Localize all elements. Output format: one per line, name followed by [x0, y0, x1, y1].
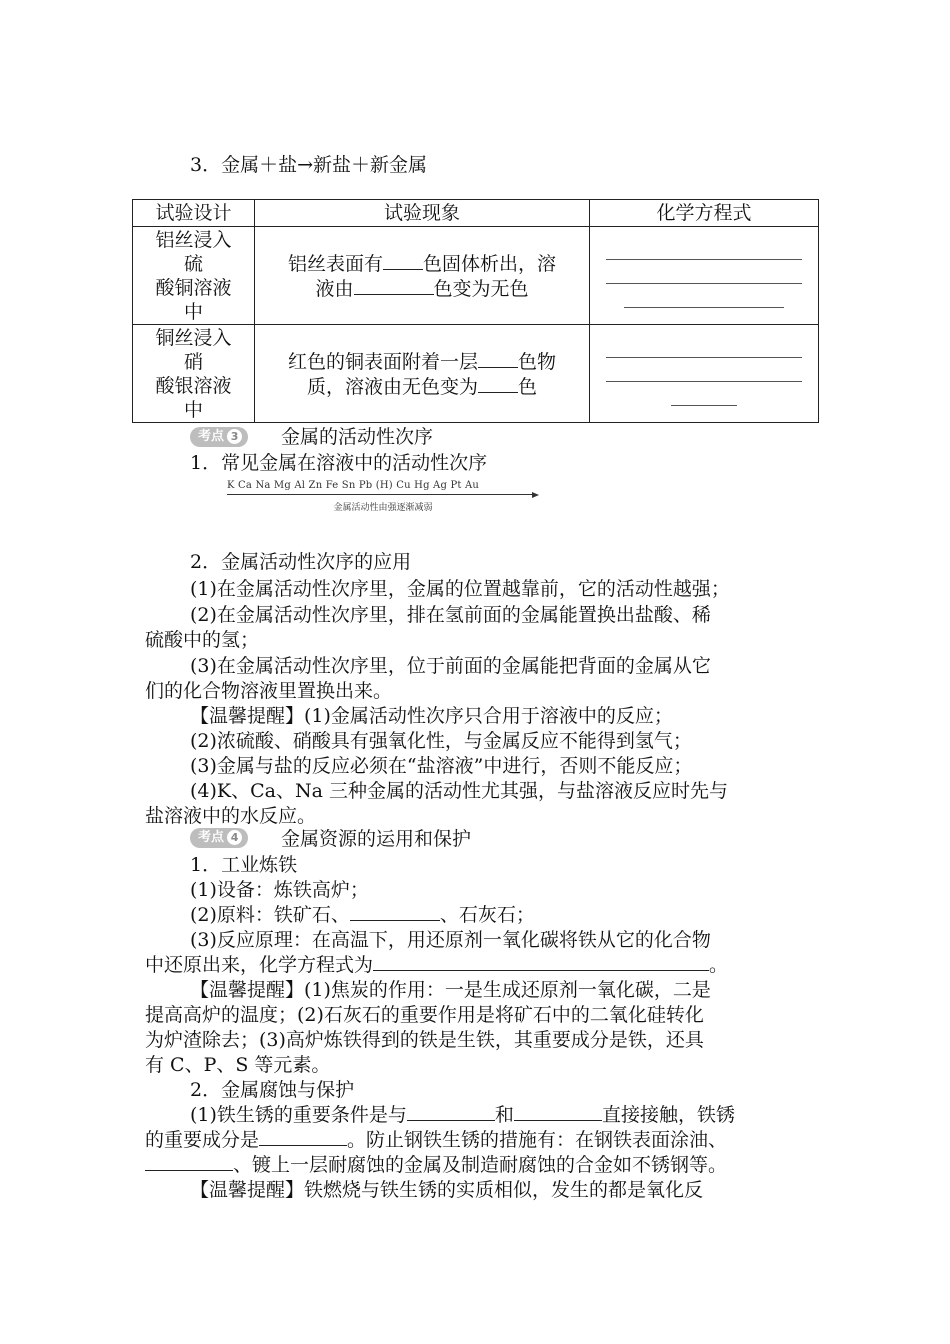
header-equation: 化学方程式: [590, 200, 819, 227]
fill-blank[interactable]: [350, 902, 440, 921]
design-cell: [133, 227, 255, 325]
phen-text: 铝丝表面有: [287, 252, 383, 275]
fill-blank[interactable]: [383, 251, 423, 270]
badge-number: 3: [227, 429, 242, 444]
equation-blank[interactable]: [606, 260, 802, 284]
phen-text: 液由: [315, 277, 354, 300]
paragraph: [190, 902, 535, 928]
text: 和: [494, 1104, 514, 1126]
iron-smelting-heading: 1．工业炼铁: [190, 854, 298, 876]
phen-text: 色物: [518, 350, 557, 373]
text: (1)铁生锈的重要条件是与: [190, 1104, 407, 1126]
fill-blank[interactable]: [478, 349, 518, 368]
tip-paragraph: 【温馨提醒】(1)焦炭的作用：一是生成还原剂一氧化碳，二是: [190, 979, 711, 1001]
table-row: [133, 325, 819, 423]
kaodian-4-title: 金属资源的运用和保护: [281, 828, 472, 850]
kaodian-3-badge: [190, 427, 248, 447]
tip-paragraph: 【温馨提醒】铁燃烧与铁生锈的实质相似，发生的都是氧化反: [190, 1179, 704, 1201]
fill-blank[interactable]: [354, 276, 434, 295]
paragraph: (3)在金属活动性次序里，位于前面的金属能把背面的金属从它: [190, 655, 711, 677]
phen-text: 红色的铜表面附着一层: [287, 350, 478, 373]
tip-paragraph: 为炉渣除去；(3)高炉炼铁得到的铁是生铁，其重要成分是铁，还具: [145, 1029, 704, 1051]
series-caption: 金属活动性由强逐渐减弱: [333, 503, 433, 513]
text: 。防止钢铁生锈的措施有：在钢铁表面涂油、: [347, 1129, 728, 1151]
paragraph: 硫酸中的氢；: [145, 629, 260, 651]
tip-paragraph: (2)浓硫酸、硝酸具有强氧化性，与金属反应不能得到氢气；: [190, 730, 692, 752]
header-design: 试验设计: [133, 200, 255, 227]
design-line: 铜丝浸入: [155, 326, 232, 349]
experiment-table: [132, 199, 819, 423]
fill-blank[interactable]: [478, 374, 518, 393]
equation-blank[interactable]: [606, 358, 802, 382]
fill-blank[interactable]: [514, 1102, 602, 1121]
tip-paragraph: 有 C、P、S 等元素。: [145, 1054, 331, 1076]
paragraph: (2)在金属活动性次序里，排在氢前面的金属能置换出盐酸、稀: [190, 604, 711, 626]
phen-text: 色固体析出，溶: [423, 252, 557, 275]
tip-paragraph: 盐溶液中的水反应。: [145, 805, 317, 827]
phenomenon-cell: [255, 227, 590, 325]
design-line: 中: [183, 398, 203, 421]
section-3-title: 3．金属＋盐→新盐＋新金属: [190, 154, 428, 176]
badge-label: 考点: [198, 830, 225, 845]
header-phenomenon: 试验现象: [255, 200, 590, 227]
paragraph: (3)反应原理：在高温下，用还原剂一氧化碳将铁从它的化合物: [190, 929, 711, 951]
design-line: 酸银溶液: [155, 374, 232, 397]
tip-paragraph: (4)K、Ca、Na 三种金属的活动性尤其强，与盐溶液反应时先与: [190, 780, 728, 802]
equation-blank[interactable]: [606, 334, 802, 358]
text: (2)原料：铁矿石、: [190, 904, 350, 926]
active-order-heading: 1．常见金属在溶液中的活动性次序: [190, 452, 488, 474]
text: 直接接触，铁锈: [601, 1104, 735, 1126]
kaodian-4-badge: [190, 828, 248, 848]
design-cell: [133, 325, 255, 423]
text: 中还原出来，化学方程式为: [145, 954, 374, 976]
paragraph: [190, 1102, 735, 1128]
corrosion-heading: 2．金属腐蚀与保护: [190, 1079, 355, 1101]
fill-blank[interactable]: [373, 952, 709, 971]
right-arrow-icon: [227, 492, 539, 498]
activity-series-figure: [227, 480, 539, 513]
fill-blank[interactable]: [259, 1127, 347, 1146]
design-line: 硝: [183, 350, 203, 373]
kaodian-3-title: 金属的活动性次序: [281, 426, 434, 448]
table-row: [133, 227, 819, 325]
paragraph: [145, 952, 728, 978]
design-line: 铝丝浸入: [155, 228, 232, 251]
design-line: 酸铜溶液: [155, 276, 232, 299]
badge-number: 4: [227, 830, 242, 845]
table-header-row: [133, 200, 819, 227]
application-heading: 2．金属活动性次序的应用: [190, 551, 412, 573]
text: 。: [709, 954, 729, 976]
paragraph: (1)设备：炼铁高炉；: [190, 879, 369, 901]
design-line: 中: [183, 300, 203, 323]
text: 的重要成分是: [145, 1129, 260, 1151]
badge-label: 考点: [198, 429, 225, 444]
phen-text: 色变为无色: [433, 277, 529, 300]
text: 、石灰石；: [439, 904, 535, 926]
design-line: 硫: [183, 252, 203, 275]
fill-blank[interactable]: [407, 1102, 495, 1121]
paragraph: (1)在金属活动性次序里，金属的位置越靠前，它的活动性越强；: [190, 578, 730, 600]
phen-text: 色: [518, 375, 538, 398]
tip-paragraph: 提高高炉的温度；(2)石灰石的重要作用是将矿石中的二氧化硅转化: [145, 1004, 704, 1026]
tip-paragraph: 【温馨提醒】(1)金属活动性次序只合用于溶液中的反应；: [190, 705, 673, 727]
fill-blank[interactable]: [145, 1152, 233, 1171]
text: 、镀上一层耐腐蚀的金属及制造耐腐蚀的合金如不锈钢等。: [233, 1154, 728, 1176]
equation-blank[interactable]: [671, 382, 737, 406]
equation-cell: [590, 227, 819, 325]
tip-paragraph: (3)金属与盐的反应必须在“盐溶液”中进行，否则不能反应；: [190, 755, 693, 777]
equation-blank[interactable]: [624, 284, 784, 308]
paragraph: 们的化合物溶液里置换出来。: [145, 680, 393, 702]
phenomenon-cell: [255, 325, 590, 423]
metal-series-row: K Ca Na Mg Al Zn Fe Sn Pb (H) Cu Hg Ag Pt Au: [227, 480, 480, 491]
phen-text: 质，溶液由无色变为: [306, 375, 478, 398]
paragraph: [145, 1127, 727, 1153]
paragraph: [145, 1152, 727, 1178]
equation-cell: [590, 325, 819, 423]
equation-blank[interactable]: [606, 236, 802, 260]
